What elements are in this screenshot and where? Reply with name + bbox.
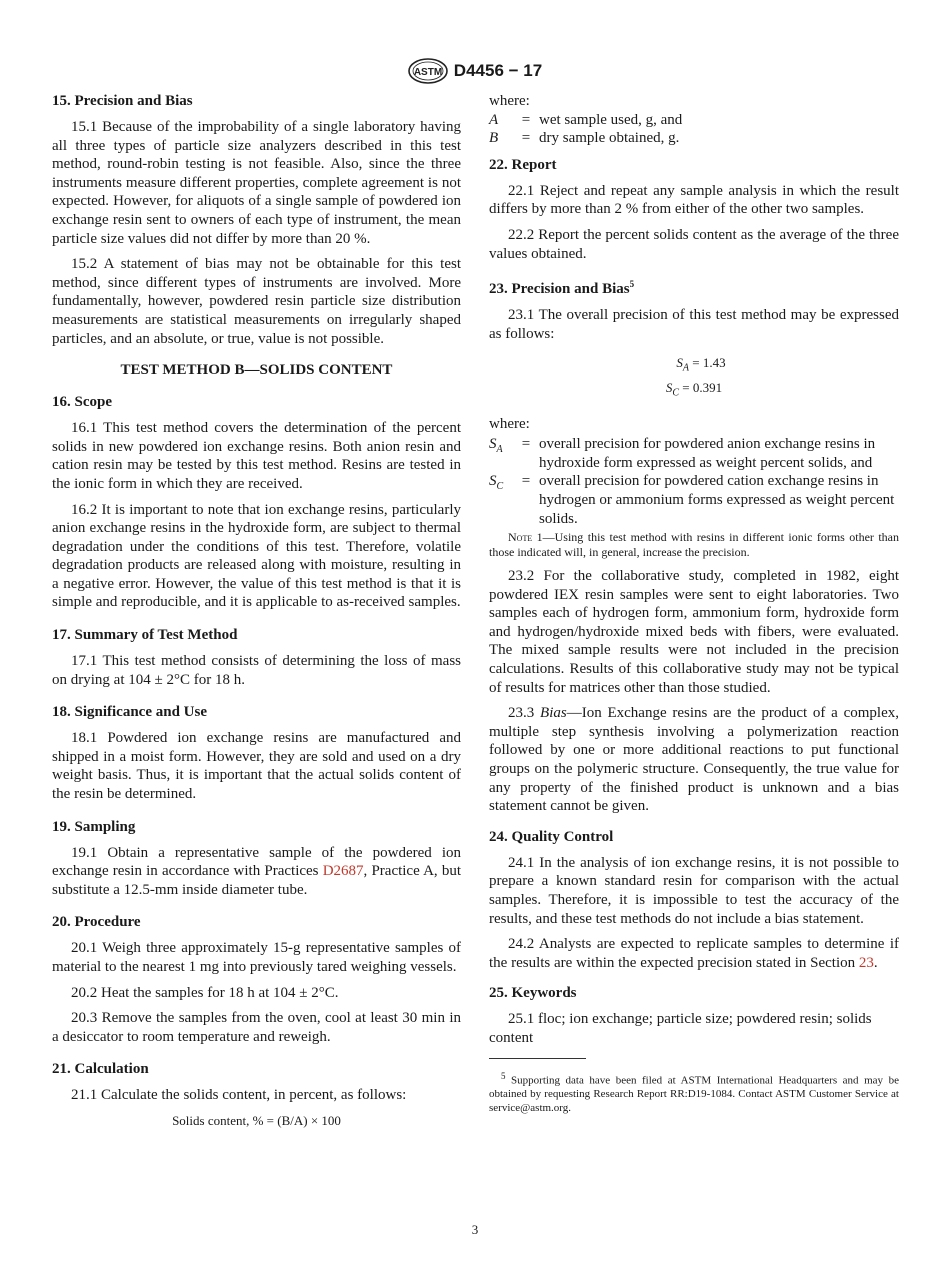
formula-sa: $S_A = 1.43$	[676, 355, 726, 374]
section-17-title: 17. Summary of Test Method	[52, 627, 238, 644]
section-16-title: 16. Scope	[52, 394, 112, 411]
note-1: Note 1—Using this test method with resins in different ionic forms other than those indicated will, in general, increase the precision.	[489, 530, 899, 560]
para-23-2: 23.2 For the collaborative study, completed in 1982, eight powdered IEX resin samples were sent to eight laboratories. Two samples each of hydrogen form, ammonium form, hydroxide form and hydrogen/hydroxide mixed beds with fibers, were evaluated. The mixed sample results were not included in the precision calculations. Results of this collaborative study may not be typical of results for matrices other than those studied.	[489, 568, 899, 696]
section-18-title: 18. Significance and Use	[52, 704, 208, 721]
d2687-link[interactable]: D2687	[322, 863, 364, 880]
para-16-1: 16.1 This test method covers the determination of the percent solids in new powdered ion exchange resins. Both anion resin and cation resin may be tested by this test method. Resins are tested in the ionic form in which they are received.	[52, 420, 461, 492]
para-20-1: 20.1 Weigh three approximately 15-g representative samples of material to the nearest 1 mg into previously tared weighing vessels.	[52, 940, 461, 975]
method-b-title: TEST METHOD B—SOLIDS CONTENT	[120, 362, 393, 379]
formula-sc: $S_C = 0.391$	[665, 379, 723, 399]
right-column	[489, 92, 899, 1115]
definition-text: wet sample used, g, and	[539, 111, 683, 128]
definition-list-1	[489, 111, 899, 148]
para-20-3: 20.3 Remove the samples from the oven, cool at least 30 min in a desiccator to room temperature and reweigh.	[52, 1010, 461, 1045]
section-20-title: 20. Procedure	[52, 914, 141, 931]
para-22-1: 22.1 Reject and repeat any sample analysis in which the result differs by more than 2 % from either of the other two samples.	[489, 182, 899, 218]
definition-row	[489, 111, 899, 130]
footnote-ref-5[interactable]: 5	[629, 279, 635, 290]
definition-equals: =	[521, 130, 531, 147]
section-25-title: 25. Keywords	[489, 985, 577, 1002]
section-23-title: 23. Precision and Bias$^5$	[489, 279, 635, 298]
astm-logo-icon	[408, 58, 448, 84]
para-24-2: 24.2 Analysts are expected to replicate samples to determine if the results are within the expected precision stated in Section 23.	[489, 936, 899, 971]
para-23-1: 23.1 The overall precision of this test method may be expressed as follows:	[489, 307, 899, 342]
para-24-1: 24.1 In the analysis of ion exchange resins, it is not possible to prepare a known standard resin for comparison with the actual samples. Therefore, it is impossible to test the accuracy of the results, and these test methods do not include a bias statement.	[489, 854, 899, 927]
para-25-1: 25.1 floc; ion exchange; particle size; powdered resin; solids content	[489, 1011, 872, 1046]
definition-text: dry sample obtained, g.	[539, 130, 680, 147]
definition-symbol: B	[489, 130, 499, 147]
definition-row	[489, 129, 899, 148]
para-17-1: 17.1 This test method consists of determining the loss of mass on drying at 104 ± 2°C for 18 h.	[52, 653, 461, 688]
page-number: 3	[471, 1222, 479, 1237]
section-22-title: 22. Report	[489, 156, 557, 173]
footnote-5: $^5$ Supporting data have been filed at ASTM International Headquarters and may be obtained by requesting Research Report RR:D19-1084. Contact ASTM Customer Service at service@astm.org.	[489, 1070, 899, 1115]
para-21-1: 21.1 Calculate the solids content, in percent, as follows:	[71, 1087, 407, 1104]
section-15-title: 15. Precision and Bias	[52, 93, 193, 109]
para-18-1: 18.1 Powdered ion exchange resins are manufactured and shipped in a moist form. However, they are sold and used on a dry weight basis. Thus, it is important that the actual solids content of the resin be determined.	[52, 730, 461, 803]
definition-equals: =	[521, 111, 531, 128]
section-24-title: 24. Quality Control	[489, 828, 614, 845]
para-19-1: 19.1 Obtain a representative sample of the powdered ion exchange resin in accordance with Practices D2687, Practice A, but substitute a 12.5-mm inside diameter tube.	[52, 844, 461, 898]
para-20-2: 20.2 Heat the samples for 18 h at 104 ± 2°C.	[71, 984, 339, 1001]
section-19-title: 19. Sampling	[52, 818, 136, 835]
definition-sc: $S_C$ = overall precision for powdered cation exchange resins in hydrogen or ammonium forms expressed as weight percent solids.	[489, 473, 895, 527]
para-15-1: 15.1 Because of the improbability of a single laboratory having all three types of particle size analyzers described in this test method, round-robin testing is not feasible. Also, since the three instruments measure different properties, complete agreement is not expected. However, for aliquots of a single sample of powdered ion exchange resin sent to owners of each type of instrument, the mean particle size values did not differ by more than 20 %.	[52, 119, 461, 247]
definition-symbol: A	[489, 111, 499, 128]
definition-sa: $S_A$ = overall precision for powdered anion exchange resins in hydroxide form expressed as weight percent solids, and	[489, 436, 876, 471]
left-column	[52, 92, 461, 1129]
para-23-3: 23.3 Bias—Ion Exchange resins are the product of a complex, multiple step synthesis involving a polymerization reaction followed by one or more additional reactions to put functional groups on the polymeric structure. Consequently, the true value for any property of the finished product is unknown and a bias statement cannot be given.	[489, 705, 900, 815]
para-15-2: 15.2 A statement of bias may not be obtainable for this test method, since different types of instruments are involved. More fundamentally, however, powdered resin particle size distribution measurements are statistical measurements on irregularly shaped particles, and an absolute, or true, value is not possible.	[52, 256, 461, 347]
svg-text:ASTM: ASTM	[413, 67, 442, 78]
where-label-2: where:	[489, 415, 530, 432]
para-22-2: 22.2 Report the percent solids content as the average of the three values obtained.	[489, 226, 899, 262]
footnote-rule	[489, 1058, 586, 1059]
section-21-title: 21. Calculation	[52, 1061, 149, 1078]
para-16-2: 16.2 It is important to note that ion exchange resins, particularly anion exchange resins in the hydroxide form, are subject to thermal degradation under the conditions of this test. Therefore, volatile degradation products are released along with moisture, resulting in a negative error. However, the value of this test method is that it is simple and reproducible, and it is applicable to as-received samples.	[52, 501, 461, 611]
section-23-link[interactable]: 23	[858, 954, 874, 971]
page-header	[0, 58, 950, 84]
where-label-1: where:	[489, 93, 530, 109]
document-id: D4456 − 17	[453, 61, 543, 80]
solids-formula: Solids content, % = (B/A) × 100	[172, 1112, 341, 1128]
